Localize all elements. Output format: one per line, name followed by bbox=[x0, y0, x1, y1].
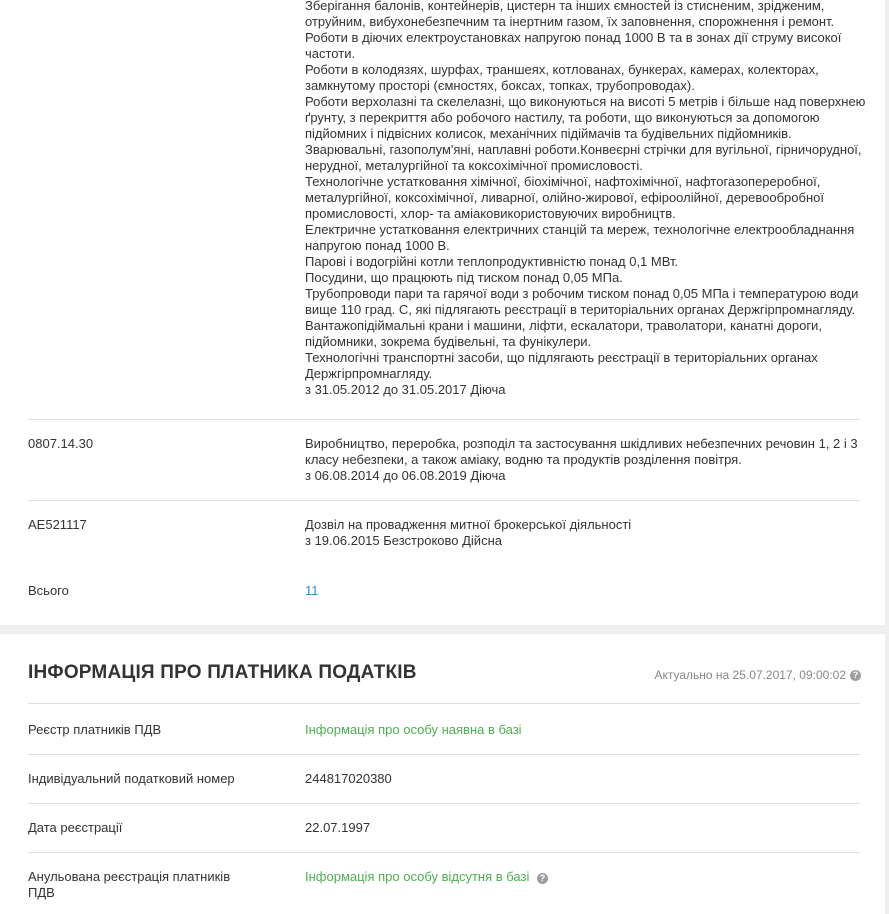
divider bbox=[28, 803, 860, 804]
license-text-line: Дозвіл на провадження митної брокерської діяльності bbox=[305, 517, 632, 532]
tax-payer-card bbox=[0, 634, 885, 914]
license-text-line: Посудини, що працюють під тиском понад 0,05 МПа. bbox=[305, 270, 623, 285]
divider bbox=[28, 754, 860, 755]
total-count-link[interactable]: 11 bbox=[305, 583, 319, 598]
license-text-line: з 06.08.2014 до 06.08.2019 Діюча bbox=[305, 468, 506, 483]
license-text-line: вище 110 град. С, які підлягають реєстрації в територіальних органах Держгірпромнагляду. bbox=[305, 302, 856, 317]
license-text-line: Парові і водогрійні котли теплопродуктивністю понад 0,1 МВт. bbox=[305, 254, 679, 269]
divider bbox=[28, 500, 860, 501]
license-description bbox=[305, 517, 860, 549]
divider bbox=[28, 703, 860, 704]
license-text-line: замкнутому просторі (ємностях, боксах, топках, трубопроводах). bbox=[305, 78, 695, 93]
license-text-line: ґрунту, з перекриття або робочого настилу, та роботи, що виконуються за допомогою bbox=[305, 110, 820, 125]
actuality-timestamp: Актуально на 25.07.2017, 09:00:02 bbox=[654, 668, 846, 682]
section-title: ІНФОРМАЦІЯ ПРО ПЛАТНИКА ПОДАТКІВ bbox=[28, 662, 417, 683]
license-text-line: Електричне устатковання електричних станцій та мереж, технологічне електрообладнання bbox=[305, 222, 855, 237]
license-text-line: Виробництво, переробка, розподіл та застосування шкідливих небезпечних речовин 1, 2 і 3 bbox=[305, 436, 858, 451]
field-label: Реєстр платників ПДВ bbox=[28, 722, 162, 737]
license-text-line: промисловості, хлор- та аміаковикористовуючих виробництв. bbox=[305, 206, 676, 221]
license-text-line: напругою понад 1000 В. bbox=[305, 238, 450, 253]
license-description bbox=[305, 0, 866, 398]
field-value: Інформація про особу наявна в базі bbox=[305, 722, 522, 737]
total-label: Всього bbox=[28, 583, 69, 598]
license-text-line: Технологічне устатковання хімічної, біохімічної, нафтохімічної, нафтогазопереробної, bbox=[305, 174, 821, 189]
license-number: АЕ521117 bbox=[28, 517, 87, 532]
license-text-line: металургійної, коксохімічної, ливарної, олійно-жирової, ефіроолійної, деревообробної bbox=[305, 190, 824, 205]
field-label: Індивідуальний податковий номер bbox=[28, 771, 235, 786]
field-label: Анульована реєстрація платників ПДВ bbox=[28, 869, 231, 900]
license-text-line: Трубопроводи пари та гарячої води з робочим тиском понад 0,05 МПа і температурою води bbox=[305, 286, 859, 301]
actuality-info bbox=[654, 668, 861, 682]
license-text-line: підйомних і підвісних колисок, механічних підіймачів та будівельних підйомників. bbox=[305, 126, 792, 141]
divider bbox=[28, 852, 860, 853]
field-value: Інформація про особу відсутня в базі bbox=[305, 869, 530, 884]
help-icon[interactable]: ? bbox=[850, 670, 861, 681]
license-number: 0807.14.30 bbox=[28, 436, 94, 451]
field-value: 244817020380 bbox=[305, 771, 392, 786]
license-text-line: Технологічні транспортні засоби, що підлягають реєстрації в територіальних органах bbox=[305, 350, 818, 365]
license-text-line: Зберігання балонів, контейнерів, цистерн та інших ємностей із стисненим, зрідженим, bbox=[305, 0, 825, 13]
license-text-line: Зварювальні, газополум'яні, наплавні роботи.Конвеєрні стрічки для вугільної, гірничорудної, bbox=[305, 142, 862, 157]
license-text-line: з 31.05.2012 до 31.05.2017 Діюча bbox=[305, 382, 506, 397]
license-text-line: Роботи в колодязях, шурфах, траншеях, котлованах, бункерах, камерах, колекторах, bbox=[305, 62, 819, 77]
license-text-line: Роботи в діючих електроустановках напругою понад 1000 В та в зонах дії струму високої bbox=[305, 30, 842, 45]
field-label: Дата реєстрації bbox=[28, 820, 123, 835]
field-value: 22.07.1997 bbox=[305, 820, 371, 835]
license-text-line: Держгірпромнагляду. bbox=[305, 366, 433, 381]
license-text-line: з 19.06.2015 Безстроково Дійсна bbox=[305, 533, 502, 548]
license-text-line: Роботи верхолазні та скелелазні, що виконуються на висоті 5 метрів і більше над поверхнею bbox=[305, 94, 866, 109]
license-text-line: підйомники, зокрема будівельні, та фунікулери. bbox=[305, 334, 592, 349]
license-text-line: частоти. bbox=[305, 46, 356, 61]
help-icon[interactable]: ? bbox=[537, 873, 548, 884]
license-text-line: класу небезпеки, а також аміаку, водню та продуктів розділення повітря. bbox=[305, 452, 742, 467]
divider bbox=[28, 419, 860, 420]
license-text-line: отруйним, вибухонебезпечним та інертним газом, їх заповнення, спорожнення і ремонт. bbox=[305, 14, 835, 29]
license-text-line: нерудної, металургійної та коксохімічної промисловості. bbox=[305, 158, 643, 173]
license-description bbox=[305, 436, 860, 484]
field-value-wrap bbox=[305, 869, 860, 885]
license-text-line: Вантажопідіймальні крани і машини, ліфти, ескалатори, траволатори, канатні дороги, bbox=[305, 318, 822, 333]
